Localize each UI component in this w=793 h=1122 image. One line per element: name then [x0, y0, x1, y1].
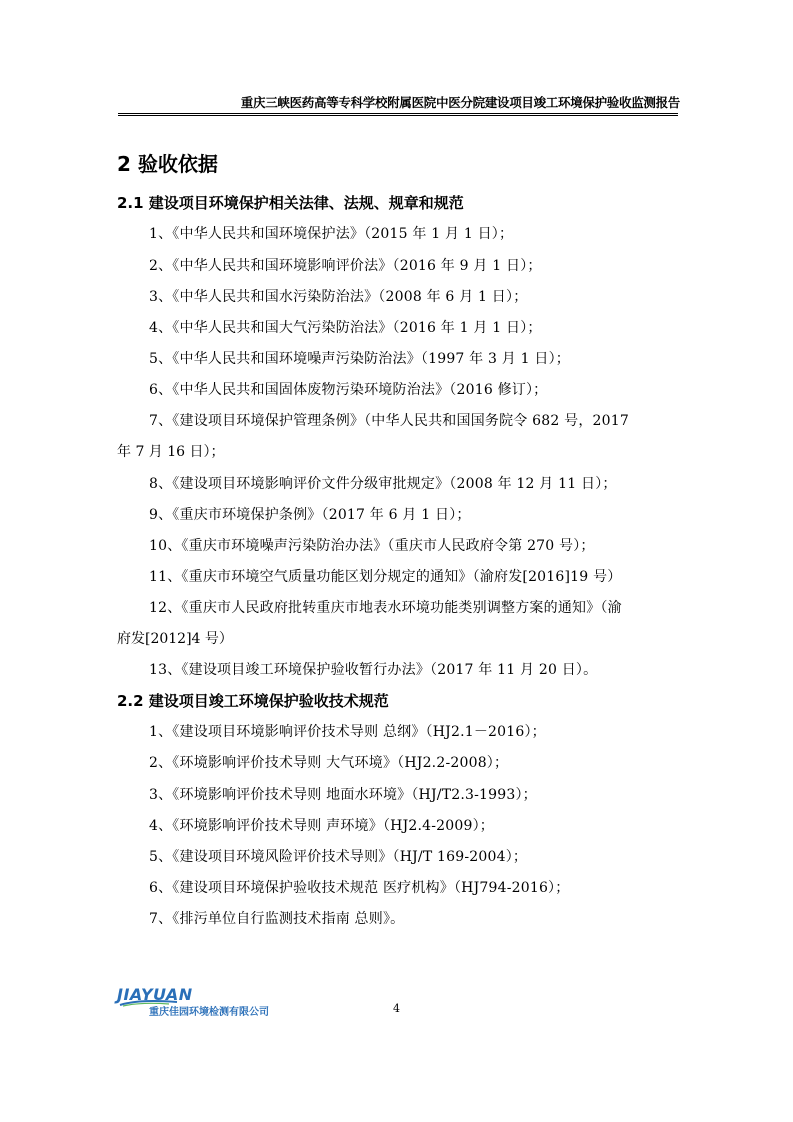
- list-item: 7、《建设项目环境保护管理条例》（中华人民共和国国务院令 682 号，2017: [149, 413, 629, 429]
- list-item: 9、《重庆市环境保护条例》（2017 年 6 月 1 日）；: [149, 507, 471, 523]
- list-item: 3、《环境影响评价技术导则 地面水环境》（HJ/T2.3-1993）；: [149, 787, 537, 803]
- list-item: 7、《排污单位自行监测技术指南 总则》。: [149, 911, 405, 927]
- list-item: 6、《中华人民共和国固体废物污染环境防治法》（2016 修订）；: [149, 382, 548, 398]
- list-item: 1、《中华人民共和国环境保护法》（2015 年 1 月 1 日）；: [149, 226, 514, 242]
- header-divider: [118, 113, 678, 116]
- list-item: 6、《建设项目环境保护验收技术规范 医疗机构》（HJ794-2016）；: [149, 880, 570, 896]
- list-item: 12、《重庆市人民政府批转重庆市地表水环境功能类别调整方案的通知》（渝: [149, 600, 622, 616]
- page-number: 4: [393, 1002, 400, 1015]
- section-2-1-heading: 2.1 建设项目环境保护相关法律、法规、规章和规范: [117, 194, 464, 212]
- footer-company-name: 重庆佳园环境检测有限公司: [149, 1007, 269, 1018]
- company-logo: [117, 985, 277, 1019]
- chapter-heading: 2 验收依据: [117, 152, 218, 176]
- list-item-continuation: 年 7 月 16 日）；: [117, 444, 225, 460]
- list-item-continuation: 府发[2012]4 号）: [117, 631, 233, 647]
- list-item: 3、《中华人民共和国水污染防治法》（2008 年 6 月 1 日）；: [149, 289, 528, 305]
- page-header-title: 重庆三峡医药高等专科学校附属医院中医分院建设项目竣工环境保护验收监测报告: [240, 95, 680, 110]
- list-item: 8、《建设项目环境影响评价文件分级审批规定》（2008 年 12 月 11 日）；: [149, 476, 617, 492]
- list-item: 2、《中华人民共和国环境影响评价法》（2016 年 9 月 1 日）；: [149, 258, 542, 274]
- section-2-2-heading: 2.2 建设项目竣工环境保护验收技术规范: [117, 692, 389, 710]
- list-item: 5、《中华人民共和国环境噪声污染防治法》（1997 年 3 月 1 日）；: [149, 351, 570, 367]
- list-item: 10、《重庆市环境噪声污染防治办法》（重庆市人民政府令第 270 号）；: [149, 538, 595, 554]
- logo-wordmark: JIAYUAN: [117, 985, 193, 1004]
- list-item: 11、《重庆市环境空气质量功能区划分规定的通知》（渝府发[2016]19 号）: [149, 569, 622, 585]
- list-item: 2、《环境影响评价技术导则 大气环境》（HJ2.2-2008）；: [149, 755, 509, 771]
- list-item: 4、《中华人民共和国大气污染防治法》（2016 年 1 月 1 日）；: [149, 320, 542, 336]
- list-item: 1、《建设项目环境影响评价技术导则 总纲》（HJ2.1－2016）；: [149, 724, 546, 740]
- list-item: 4、《环境影响评价技术导则 声环境》（HJ2.4-2009）；: [149, 818, 495, 834]
- list-item: 5、《建设项目环境风险评价技术导则》（HJ/T 169-2004）；: [149, 849, 528, 865]
- list-item: 13、《建设项目竣工环境保护验收暂行办法》（2017 年 11 月 20 日）。: [149, 662, 598, 678]
